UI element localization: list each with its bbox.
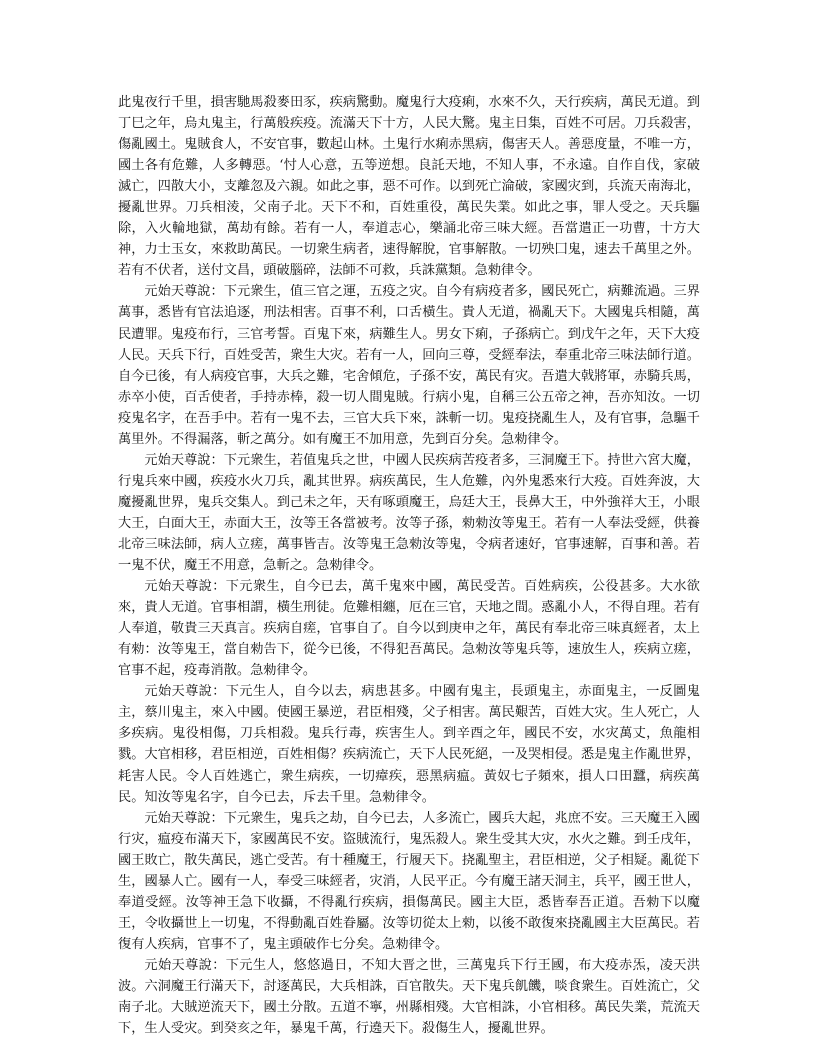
paragraph-2: 元始天尊說：下元衆生，值三官之運，五疫之灾。自今有病疫者多，國民死亡，病難流過。三界萬事，悉皆有官法追逐，刑法相害。百事不利，口舌橫生。貴人无道，禍亂天下。大國鬼兵相隨，萬民遭罪。鬼疫布行，三官考誓。百鬼下來，病難生人。男女下痢，子孫病亡。到戊午之年，天下大疫人民。天兵下行，百姓受苦，衆生大灾。若有一人，回向三尊，受經奉法，奉重北帝三味法師行道。自今已後，有人病疫官事，大兵之難，宅舍傾危，子孫不安，萬民有灾。吾遣大戟將軍，赤騎兵馬，赤卒小使，百舌使者，手持赤棒，殺一切人間鬼賊。行病小鬼，自稱三公五帝之神，吾亦知汝。一切疫鬼名字，在吾手中。若有一鬼不去，三官大兵下來，誅斬一切。鬼疫挠亂生人，及有官事，急驅千萬里外。不得漏落，斬之萬分。如有魔王不加用意，先到百分矣。急勑律令。 [118, 284, 700, 447]
paragraph-5: 元始天尊說：下元生人，自今以去，病患甚多。中國有鬼主，長頭鬼主，赤面鬼主，一反圖鬼主，蔡川鬼主，來入中國。使國王暴逆，君臣相殘，父子相害。萬民艱苦，百姓大灾。生人死亡，人多疾病。鬼役相傷，刀兵相殺。鬼兵行毒，疾害生人。到辛酉之年，國民不安，水灾萬丈，魚龍相戮。大官相移，君臣相逆，百姓相傷？疾病流亡，天下人民死絕，一及哭相侵。悉是鬼主作亂世界，耗害人民。令人百姓逃亡，衆生病疾，一切瘴疾，惡黑病瘟。黃奴七子頻來，損人口田蠶，病疾萬民。知汝等鬼名字，自今已去，斥去千里。急勑律令。 [118, 684, 700, 805]
paragraph-3: 元始天尊說：下元衆生，若值鬼兵之世，中國人民疾病苦疫者多，三洞魔王下。持世六宮大魔，行鬼兵來中國，疾疫水火刀兵，亂其世界。病疾萬民，生人危難，內外鬼悉來行大疫。百姓奔波，大魔擾亂世界，鬼兵交集人。到己未之年，天有啄頭魔王，烏廷大王，長鼻大王，中外強祥大王，小眼大王，白面大王，赤面大王，汝等王各當被考。汝等子孫，勑勑汝等鬼王。若有一人奉法受經，供養北帝三味法師，病人立瘥，萬事皆吉。汝等鬼王急勑汝等鬼，令病者速好，官事速解，百事和善。若一鬼不伏，魔王不用意，急斬之。急勑律令。 [118, 452, 700, 574]
document-page [118, 92, 700, 1039]
paragraph-1: 此鬼夜行千里，損害馳馬殺麥田豕，疾病驚動。魔鬼行大疫痢，水來不久，天行疾病，萬民无道。到丁巳之年，烏丸鬼主，行萬般疾疫。流滿天下十方，人民大驚。鬼主日集，百姓不可居。刀兵殺害，傷亂國土。鬼賊食人，不安官事，數起山林。土鬼行水痢赤黑病，傷害天人。善惡度量，不唯一方，國土各有危難，人多轉惡。‘忖人心意，五等逆想。良託天地，不知人事，不永遠。自作自伐，家破滅亡，四散大小，支離忽及六親。如此之事，惡不可作。以到死亡淪破，家國灾到，兵流天南海北，擾亂世界。刀兵相淩，父南子北。天下不和，百姓重役，萬民失業。如此之事，罪人受之。天兵驅除，入火輪地獄，萬劫有餘。若有一人，奉道志心，樂誦北帝三味大經。吾當遣正一功曹，十方大神，力士玉女，來救助萬民。一切衆生病者，速得解脫，官事解散。一切殃囗鬼，速去千萬里之外。若有不伏者，送付文昌，頭破腦碎，法師不可救，兵誅黨類。急勑律令。 [118, 95, 700, 279]
paragraph-6: 元始天尊說：下元衆生，鬼兵之劫，自今已去，人多流亡，國兵大起，兆庶不安。三天魔王入國行灾，瘟疫布滿天下，家國萬民不安。盜賊流行，鬼炁殺人。衆生受其大灾，水火之難。到壬戌年，國王敗亡，散失萬民，逃亡受苦。有十種魔王，行履天下。挠亂聖主，君臣相逆，父子相疑。亂從下生，國暴人亡。國有一人，奉受三味經者，灾消，人民平正。今有魔王諸天洞主，兵平，國王世人，奉道受經。汝等神王急下收攝，不得亂行疾病，損傷萬民。國主大臣，悉皆奉吾正道。吾勑下以魔王，令收攝世上一切鬼，不得動亂百姓眷屬。汝等切從太上勑，以後不敢復來挠亂國主大臣萬民。若復有人疾病，官事不了，鬼主頭破作七分矣。急勑律令。 [118, 810, 700, 952]
paragraph-4: 元始天尊說：下元衆生，自今已去，萬千鬼來中國，萬民受苦。百姓病疾，公役甚多。大水欲來，貴人无道。官事相謂，橫生刑徒。危難相纏，厄在三官，天地之間。惑亂小人，不得自理。若有人奉道，敬貴三天真言。疾病自瘥，官事自了。自今以到庚申之年，萬民有奉北帝三味真經者，太上有勑：汝等鬼王，當自勑告下，從今已後，不得犯吾萬民。急勑汝等鬼兵等，速放生人，疾病立瘥，官事不起，疫毒消散。急勑律令。 [118, 579, 700, 679]
paragraph-7: 元始天尊說：下元生人，悠悠過日，不知大晋之世，三萬鬼兵下行王國，布大疫赤炁，凌天洪波。六洞魔王行滿天下，討逐萬民，大兵相誅，百官散失。天下鬼兵飢饑，啖食衆生。百姓流亡，父南子北。大賊逆流天下，國土分散。五道不寧，州縣相殘。大官相誅，小官相移。萬民失業，荒流天下，生人受灾。到癸亥之年，暴鬼千萬，行遶天下。殺傷生人，擾亂世界。 [118, 957, 700, 1037]
